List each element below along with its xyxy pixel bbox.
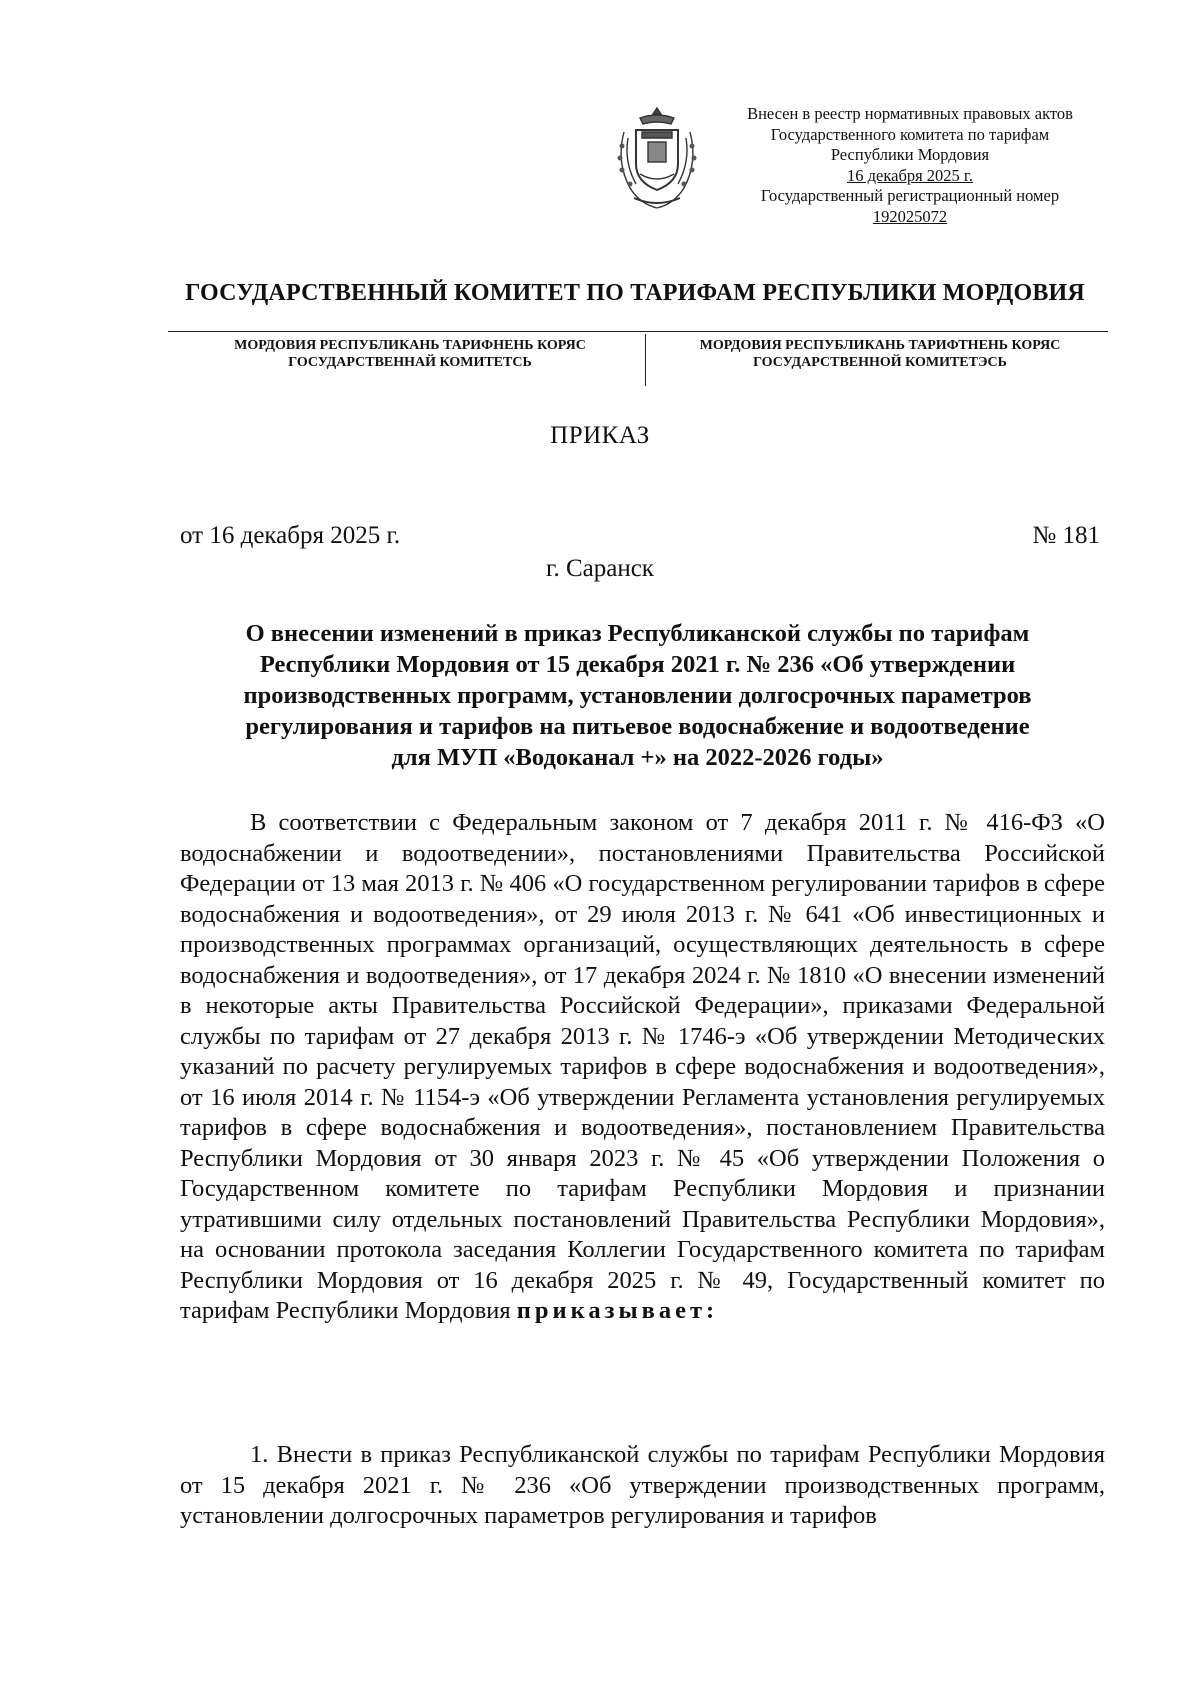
committee-name: ГОСУДАРСТВЕННЫЙ КОМИТЕТ ПО ТАРИФАМ РЕСПУБЛИКИ МОРДОВИЯ bbox=[185, 280, 1085, 306]
registry-number: 192025072 bbox=[872, 206, 948, 226]
heading-line: О внесении изменений в приказ Республиканской службы по тарифам bbox=[245, 620, 1030, 647]
heading-line: для МУП «Водоканал +» на 2022-2026 годы» bbox=[391, 744, 884, 771]
order-number: № 181 bbox=[1032, 522, 1100, 549]
registry-line: Республики Мордовия bbox=[830, 145, 990, 164]
point-1-paragraph: 1. Внести в приказ Республиканской службы по тарифам Республики Мордовия от 15 декабря 2021 г. № 236 «Об утверждении производственных программ, установлении долгосрочных параметров регулирования и тарифов bbox=[180, 1441, 1105, 1529]
registry-line: Государственный регистрационный номер bbox=[760, 186, 1060, 205]
committee-name-erzya-line1: МОРДОВИЯ РЕСПУБЛИКАНЬ ТАРИФТНЕНЬ КОРЯС bbox=[699, 338, 1061, 353]
heading-line: производственных программ, установлении долгосрочных параметров bbox=[243, 682, 1032, 709]
committee-name-moksha-line1: МОРДОВИЯ РЕСПУБЛИКАНЬ ТАРИФНЕНЬ КОРЯС bbox=[234, 338, 586, 353]
registry-stamp bbox=[730, 104, 1090, 227]
order-heading bbox=[170, 618, 1105, 773]
committee-name-moksha bbox=[190, 337, 630, 371]
preamble-paragraph bbox=[180, 808, 1105, 1327]
registry-date: 16 декабря 2025 г. bbox=[847, 165, 973, 185]
header-vertical-divider bbox=[645, 334, 646, 386]
coat-of-arms-emblem-icon bbox=[610, 102, 704, 212]
order-city: г. Саранск bbox=[546, 555, 654, 582]
committee-name-moksha-line2: ГОСУДАРСТВЕННАЙ КОМИТЕТСЬ bbox=[288, 355, 532, 370]
heading-line: регулирования и тарифов на питьевое водоснабжение и водоотведение bbox=[245, 713, 1030, 740]
header-divider bbox=[168, 331, 1108, 332]
preamble-text: В соответствии с Федеральным законом от 7 декабря 2011 г. № 416-ФЗ «О водоснабжении и водоотведении», постановлениями Правительства Российской Федерации от 13 мая 2013 г. № 406 «О государственном регулировании тарифов в сфере водоснабжения и водоотведения», от 29 июля 2013 г. № 641 «Об инвестиционных и производственных программах организаций, осуществляющих деятельность в сфере водоснабжения и водоотведения», от 17 декабря 2024 г. № 1810 «О внесении изменений в некоторые акты Правительства Российской Федерации», приказами Федеральной службы по тарифам от 27 декабря 2013 г. № 1746-э «Об утверждении Методических указаний по расчету регулируемых тарифов в сфере водоснабжения и водоотведения», от 16 июля 2014 г. № 1154-э «Об утверждении Регламента установления регулируемых тарифов в сфере водоснабжения и водоотведения», постановлением Правительства Республики Мордовия от 30 января 2023 г. № 45 «Об утверждении Положения о Государственном комитете по тарифам Республики Мордовия и признании утратившими силу отдельных постановлений Правительства Республики Мордовия», на основании протокола заседания Коллегии Государственного комитета по тарифам Республики Мордовия от 16 декабря 2025 г. № 49, Государственный комитет по тарифам Республики Мордовия bbox=[180, 809, 1105, 1324]
committee-name-erzya bbox=[660, 337, 1100, 371]
order-date: от 16 декабря 2025 г. bbox=[180, 522, 401, 549]
heading-line: Республики Мордовия от 15 декабря 2021 г. № 236 «Об утверждении bbox=[259, 651, 1016, 678]
prikazyvaet-word: приказывает: bbox=[516, 1297, 719, 1324]
order-title: ПРИКАЗ bbox=[550, 422, 650, 449]
committee-name-erzya-line2: ГОСУДАРСТВЕННОЙ КОМИТЕТЭСЬ bbox=[753, 355, 1007, 370]
registry-line: Государственного комитета по тарифам bbox=[770, 124, 1050, 144]
registry-line: Внесен в реестр нормативных правовых актов bbox=[747, 104, 1073, 123]
